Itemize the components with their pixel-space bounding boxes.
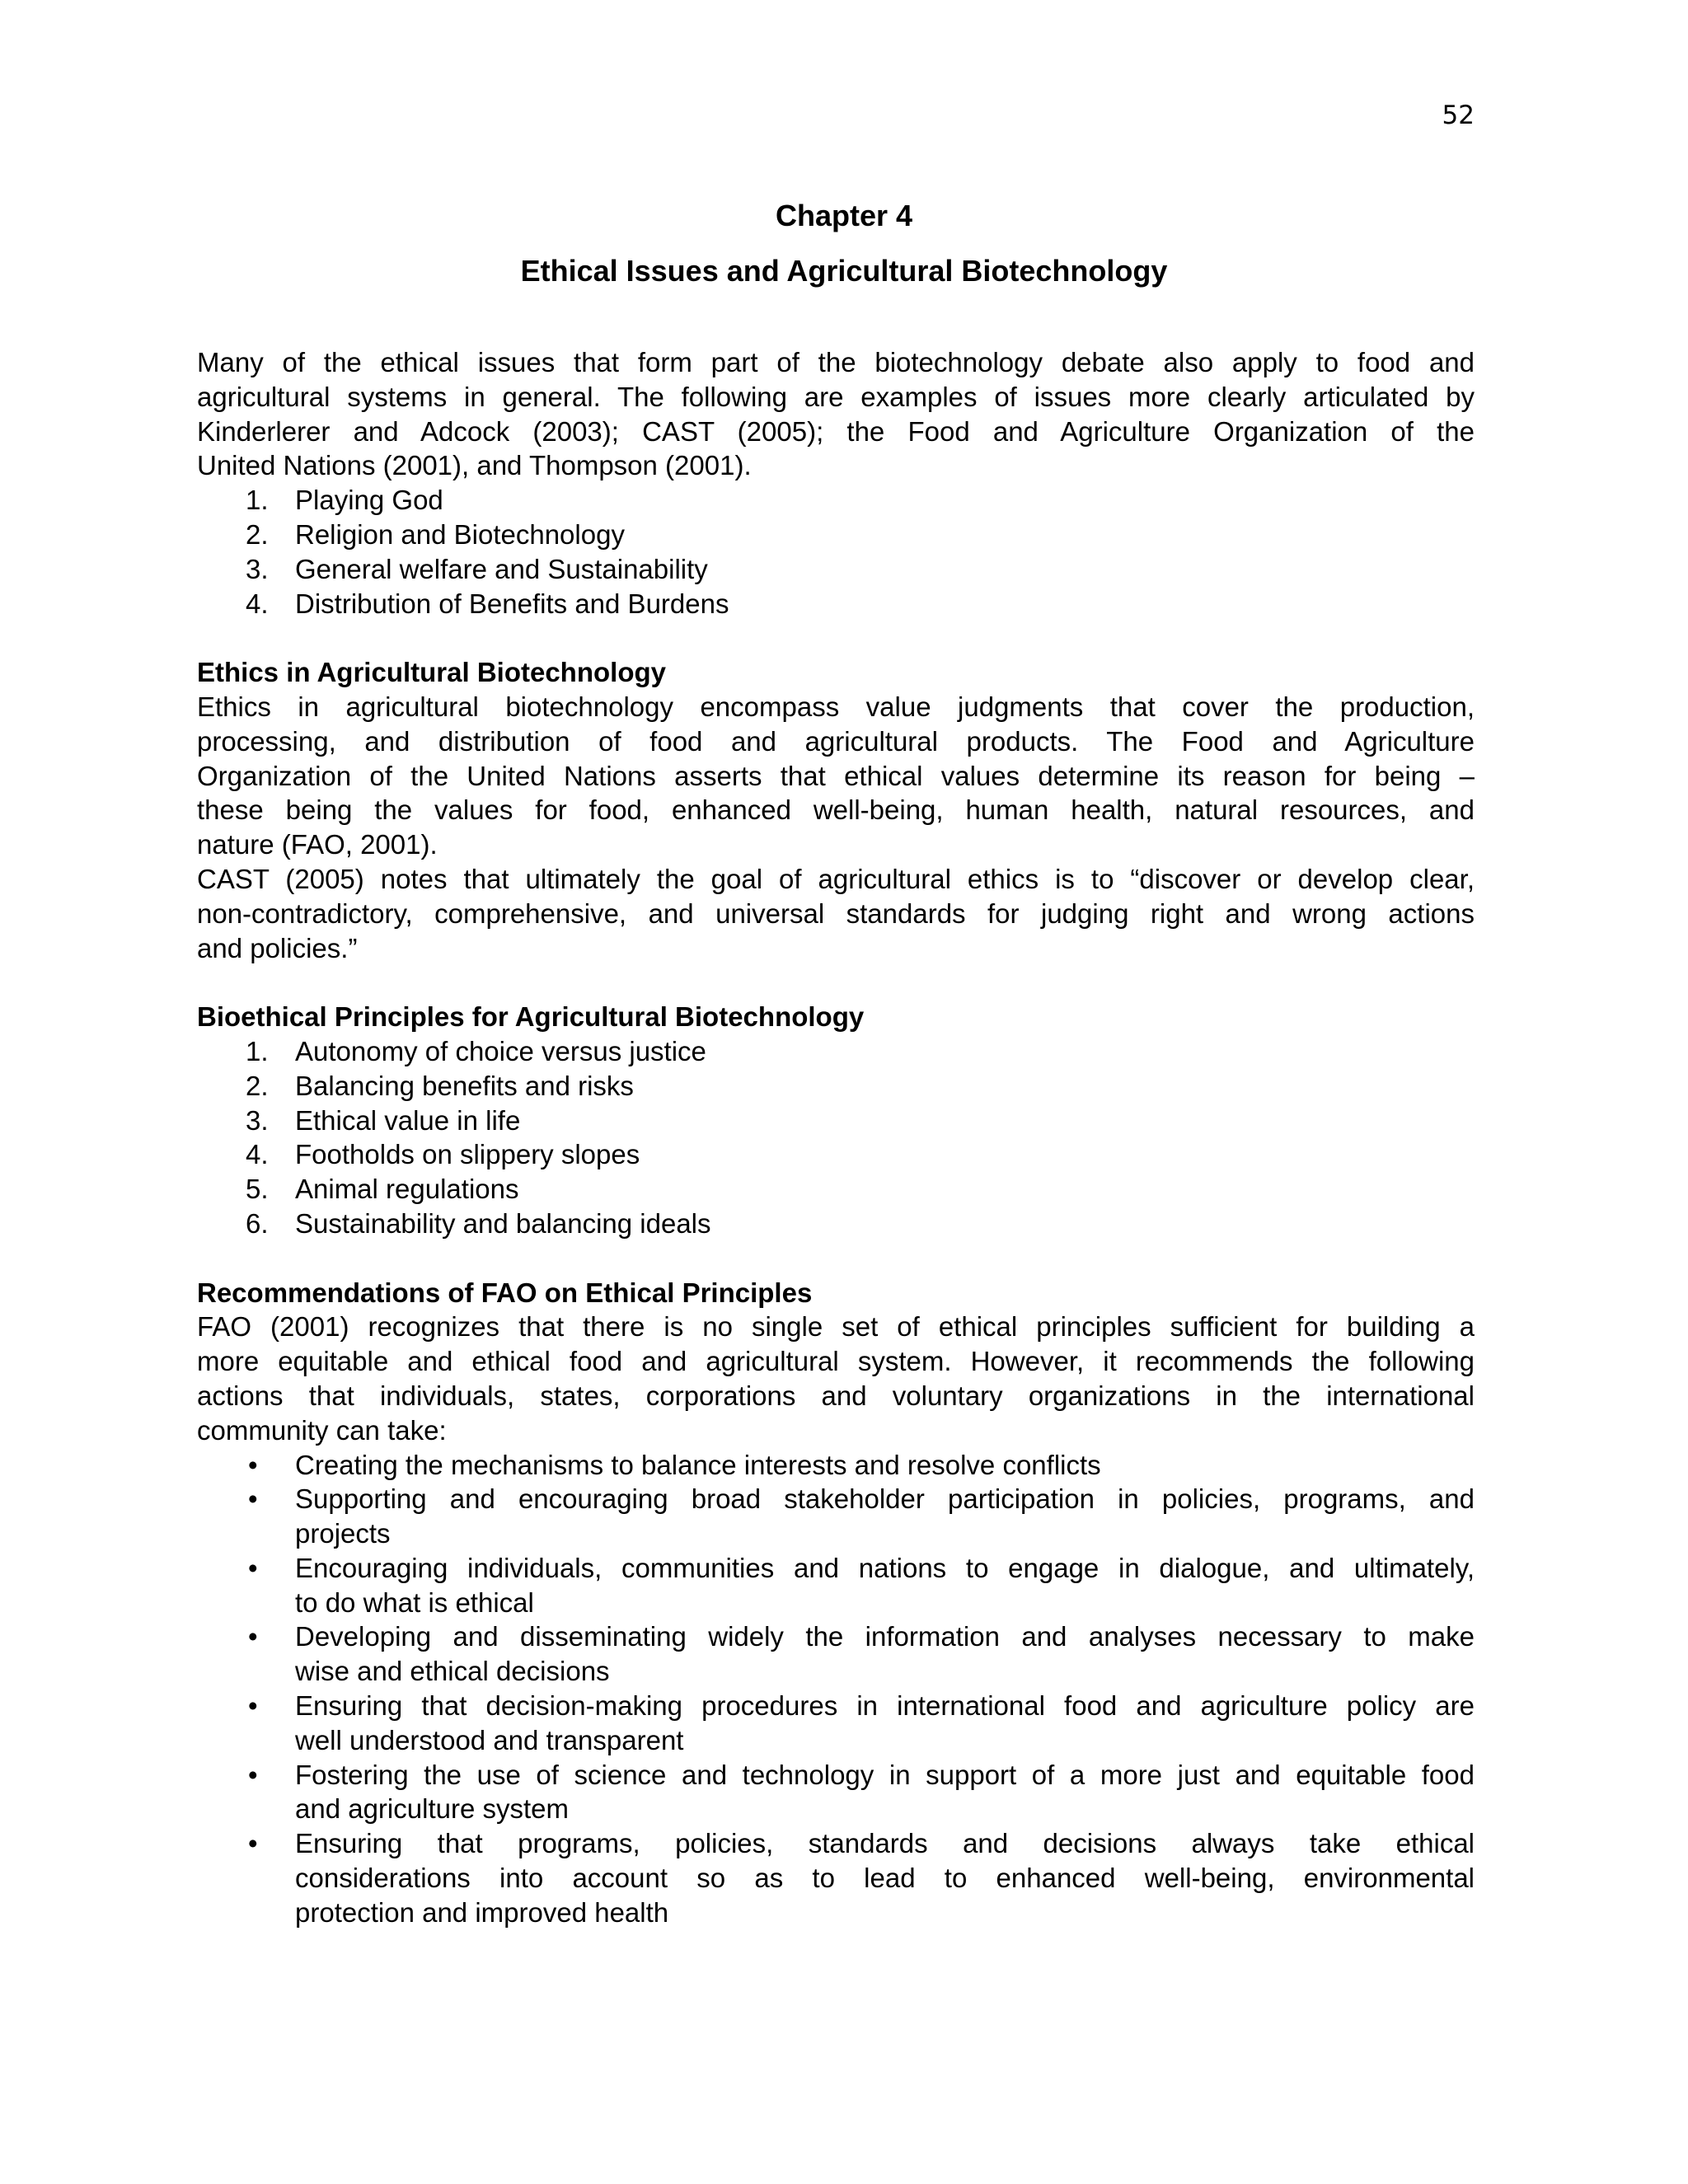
bullet-icon: • <box>248 1621 258 1652</box>
bullet-continuation: and agriculture system <box>295 1793 569 1825</box>
section-heading: Recommendations of FAO on Ethical Principles <box>197 1277 813 1308</box>
list-number: 5. <box>246 1174 269 1205</box>
bullet-item <box>197 1482 1475 1516</box>
issue-item <box>197 483 1475 518</box>
bullet-text: Supporting and encouraging broad stakeholder participation in policies, programs, and <box>295 1483 1475 1515</box>
bullet-text: Developing and disseminating widely the information and analyses necessary to make <box>295 1621 1475 1652</box>
body-line: community can take: <box>197 1414 447 1446</box>
bullet-text: Ensuring that programs, policies, standards and decisions always take ethical <box>295 1828 1475 1859</box>
body-line: CAST (2005) notes that ultimately the goal of agricultural ethics is to “discover or develop clear, <box>197 863 1475 894</box>
bullet-continuation: well understood and transparent <box>295 1724 684 1755</box>
intro-line: United Nations (2001), and Thompson (2001). <box>197 450 752 481</box>
body-line: these being the values for food, enhanced well-being, human health, natural resources, and <box>197 794 1475 826</box>
bullet-text: Ensuring that decision-making procedures in international food and agriculture policy are <box>295 1690 1475 1722</box>
section-heading: Ethics in Agricultural Biotechnology <box>197 657 666 688</box>
list-number: 1. <box>246 485 269 516</box>
bullet-icon: • <box>248 1483 258 1515</box>
body-line: non-contradictory, comprehensive, and universal standards for judging right and wrong actions <box>197 898 1475 929</box>
bullet-continuation: projects <box>295 1518 391 1549</box>
body-line: processing, and distribution of food and agricultural products. The Food and Agriculture <box>197 725 1475 757</box>
chapter-title: Ethical Issues and Agricultural Biotechnology <box>520 254 1168 288</box>
bullet-item <box>197 1448 1475 1483</box>
list-number: 4. <box>246 1139 269 1170</box>
body-line: more equitable and ethical food and agricultural system. However, it recommends the following <box>197 1346 1475 1377</box>
body-line: and policies.” <box>197 932 358 963</box>
blank-line <box>197 621 1475 655</box>
blank-line <box>197 1241 1475 1276</box>
bullet-text: Fostering the use of science and technology in support of a more just and equitable food <box>295 1759 1475 1790</box>
list-number: 2. <box>246 1070 269 1101</box>
list-text: Sustainability and balancing ideals <box>295 1207 711 1239</box>
bullet-icon: • <box>248 1759 258 1790</box>
bullet-continuation: protection and improved health <box>295 1896 669 1928</box>
document-body <box>197 345 1475 1930</box>
bullet-item <box>197 1826 1475 1861</box>
principle-item <box>197 1034 1475 1069</box>
page-number: 52 <box>1442 101 1475 130</box>
principle-item <box>197 1137 1475 1172</box>
issue-item <box>197 552 1475 587</box>
chapter-label: Chapter 4 <box>775 199 913 232</box>
section-heading: Bioethical Principles for Agricultural Biotechnology <box>197 1001 865 1033</box>
list-text: Ethical value in life <box>295 1104 521 1136</box>
list-text: Playing God <box>295 485 443 516</box>
bullet-item <box>197 1551 1475 1586</box>
bullet-item <box>197 1619 1475 1654</box>
body-line: actions that individuals, states, corporations and voluntary organizations in the international <box>197 1380 1475 1411</box>
list-number: 6. <box>246 1207 269 1239</box>
body-line: nature (FAO, 2001). <box>197 829 438 860</box>
list-number: 1. <box>246 1035 269 1066</box>
bullet-continuation: wise and ethical decisions <box>295 1656 610 1687</box>
blank-line <box>197 965 1475 1000</box>
bullet-icon: • <box>248 1828 258 1859</box>
issue-item <box>197 518 1475 552</box>
list-text: Distribution of Benefits and Burdens <box>295 588 729 619</box>
body-line: Organization of the United Nations asserts that ethical values determine its reason for being – <box>197 760 1475 791</box>
bullet-item <box>197 1758 1475 1793</box>
list-text: Footholds on slippery slopes <box>295 1139 640 1170</box>
intro-line: Kinderlerer and Adcock (2003); CAST (2005); the Food and Agriculture Organization of the <box>197 415 1475 447</box>
list-text: Religion and Biotechnology <box>295 518 625 550</box>
list-text: General welfare and Sustainability <box>295 553 708 584</box>
bullet-item <box>197 1689 1475 1723</box>
principle-item <box>197 1207 1475 1241</box>
list-text: Animal regulations <box>295 1174 519 1205</box>
list-number: 3. <box>246 553 269 584</box>
intro-line: Many of the ethical issues that form part of the biotechnology debate also apply to food and <box>197 347 1475 377</box>
bullet-icon: • <box>248 1690 258 1722</box>
intro-line: agricultural systems in general. The following are examples of issues more clearly articulated by <box>197 381 1475 412</box>
bullet-continuation: considerations into account so as to lead to enhanced well-being, environmental <box>295 1863 1475 1894</box>
principle-item <box>197 1172 1475 1207</box>
bullet-continuation: to do what is ethical <box>295 1586 534 1618</box>
principle-item <box>197 1104 1475 1138</box>
list-number: 2. <box>246 518 269 550</box>
bullet-text: Encouraging individuals, communities and nations to engage in dialogue, and ultimately, <box>295 1552 1475 1583</box>
list-text: Autonomy of choice versus justice <box>295 1035 706 1066</box>
list-number: 4. <box>246 588 269 619</box>
issue-item <box>197 587 1475 621</box>
body-line: FAO (2001) recognizes that there is no single set of ethical principles sufficient for building a <box>197 1311 1475 1343</box>
list-text: Balancing benefits and risks <box>295 1070 634 1101</box>
bullet-icon: • <box>248 1449 258 1480</box>
body-line: Ethics in agricultural biotechnology encompass value judgments that cover the production, <box>197 691 1475 722</box>
principle-item <box>197 1069 1475 1104</box>
list-number: 3. <box>246 1104 269 1136</box>
bullet-icon: • <box>248 1552 258 1583</box>
bullet-text: Creating the mechanisms to balance interests and resolve conflicts <box>295 1449 1101 1480</box>
